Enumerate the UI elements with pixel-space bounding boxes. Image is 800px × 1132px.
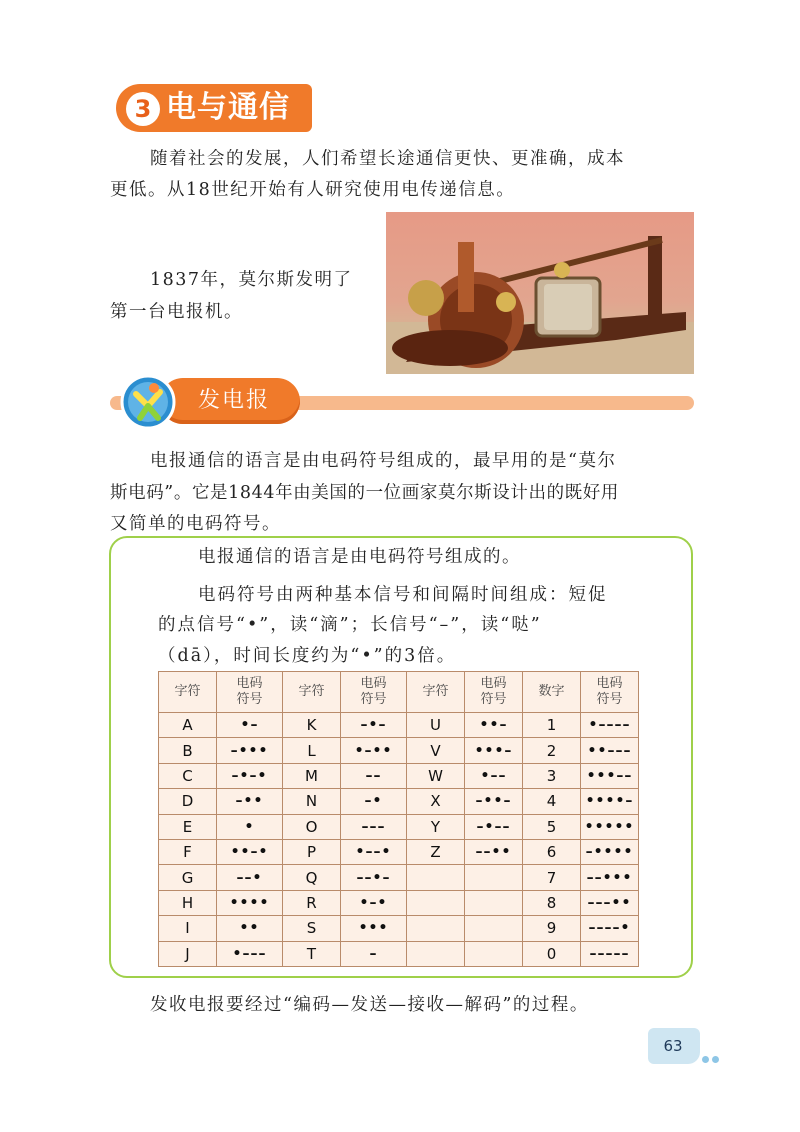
telegraph-machine-photo <box>386 212 694 374</box>
table-cell-code: •••–– <box>581 763 639 788</box>
table-cell-char: S <box>283 916 341 941</box>
table-cell-code: –– <box>341 763 407 788</box>
table-cell-char: 9 <box>523 916 581 941</box>
table-cell-code: –•–• <box>217 763 283 788</box>
table-cell-char: 4 <box>523 789 581 814</box>
table-cell-char: 6 <box>523 839 581 864</box>
table-cell-code: ––•• <box>465 839 523 864</box>
table-cell-code: •– <box>217 713 283 738</box>
box-line-3: 的点信号“•”，读“滴”；长信号“–”，读“哒” <box>158 615 542 635</box>
table-cell-char: P <box>283 839 341 864</box>
table-cell-char: C <box>159 763 217 788</box>
table-cell-code: –•••• <box>581 839 639 864</box>
table-row <box>159 814 639 839</box>
header-code: 电码 符号 <box>581 672 639 713</box>
table-cell-char: D <box>159 789 217 814</box>
lesson-title: 电与通信 <box>166 90 290 125</box>
table-cell-code: ••••– <box>581 789 639 814</box>
table-cell-char: K <box>283 713 341 738</box>
table-cell-code: •••• <box>217 890 283 915</box>
table-row <box>159 713 639 738</box>
table-row <box>159 941 639 966</box>
table-cell-code: –• <box>341 789 407 814</box>
table-cell-char: 1 <box>523 713 581 738</box>
table-cell-code: –•–– <box>465 814 523 839</box>
table-cell-code: ––•– <box>341 865 407 890</box>
table-cell-char: 3 <box>523 763 581 788</box>
table-cell-char: G <box>159 865 217 890</box>
box-line-1: 电报通信的语言是由电码符号组成的。 <box>198 547 521 567</box>
header-code: 电码 符号 <box>341 672 407 713</box>
decorative-dots-icon <box>702 1048 722 1067</box>
header-code: 电码 符号 <box>465 672 523 713</box>
intro-line-1: 随着社会的发展，人们希望长途通信更快、更准确，成本 <box>150 149 625 169</box>
table-cell-char: Y <box>407 814 465 839</box>
table-cell-code: ––••• <box>581 865 639 890</box>
table-cell-char: Z <box>407 839 465 864</box>
table-cell-code: •––– <box>217 941 283 966</box>
table-cell-char: W <box>407 763 465 788</box>
table-cell-char: V <box>407 738 465 763</box>
table-cell-code: • <box>217 814 283 839</box>
morse-code-table <box>158 671 639 967</box>
table-row <box>159 865 639 890</box>
table-cell-code <box>465 916 523 941</box>
table-cell-code: ––• <box>217 865 283 890</box>
table-cell-char: U <box>407 713 465 738</box>
table-cell-code <box>465 890 523 915</box>
table-header-row <box>159 672 639 713</box>
page-number: 63 <box>663 1037 683 1055</box>
table-cell-code: •–––– <box>581 713 639 738</box>
table-cell-code: •••– <box>465 738 523 763</box>
table-cell-char: L <box>283 738 341 763</box>
lesson-number: 3 <box>126 92 160 126</box>
table-cell-char: 0 <box>523 941 581 966</box>
table-cell-char <box>407 941 465 966</box>
table-cell-code: –•– <box>341 713 407 738</box>
table-cell-code: –•• <box>217 789 283 814</box>
table-cell-code: ––– <box>341 814 407 839</box>
table-cell-code: ––––• <box>581 916 639 941</box>
table-cell-code <box>465 941 523 966</box>
table-cell-code: •–• <box>341 890 407 915</box>
table-cell-char: I <box>159 916 217 941</box>
table-cell-char: N <box>283 789 341 814</box>
table-cell-code: – <box>341 941 407 966</box>
table-cell-code: ••––– <box>581 738 639 763</box>
table-cell-char: X <box>407 789 465 814</box>
table-cell-char: M <box>283 763 341 788</box>
table-row <box>159 789 639 814</box>
photo-caption-line-2: 第一台电报机。 <box>110 302 243 322</box>
header-char: 字符 <box>159 672 217 713</box>
table-cell-code: •––• <box>341 839 407 864</box>
header-char: 字符 <box>407 672 465 713</box>
table-cell-char: B <box>159 738 217 763</box>
table-cell-code: –••– <box>465 789 523 814</box>
table-cell-char: 8 <box>523 890 581 915</box>
table-row <box>159 839 639 864</box>
table-cell-char: 7 <box>523 865 581 890</box>
section-title: 发电报 <box>198 388 271 413</box>
table-row <box>159 738 639 763</box>
table-cell-char: Q <box>283 865 341 890</box>
table-cell-char: O <box>283 814 341 839</box>
table-cell-code: –––•• <box>581 890 639 915</box>
header-code: 电码 符号 <box>217 672 283 713</box>
table-cell-code: ••••• <box>581 814 639 839</box>
table-cell-char: R <box>283 890 341 915</box>
table-cell-char: 2 <box>523 738 581 763</box>
header-char: 字符 <box>283 672 341 713</box>
table-cell-code: –••• <box>217 738 283 763</box>
table-cell-code: •–•• <box>341 738 407 763</box>
table-cell-code: ••–• <box>217 839 283 864</box>
table-row <box>159 890 639 915</box>
telegraph-line-3: 又简单的电码符号。 <box>110 514 281 534</box>
table-cell-char: A <box>159 713 217 738</box>
table-cell-char: H <box>159 890 217 915</box>
intro-line-2: 更低。从18世纪开始有人研究使用电传递信息。 <box>110 180 516 200</box>
header-digit: 数字 <box>523 672 581 713</box>
table-cell-char: T <box>283 941 341 966</box>
table-row <box>159 763 639 788</box>
box-line-4: （dā），时间长度约为“•”的3倍。 <box>158 646 457 666</box>
closing-line: 发收电报要经过“编码—发送—接收—解码”的过程。 <box>150 995 589 1015</box>
table-cell-char: J <box>159 941 217 966</box>
table-cell-char <box>407 865 465 890</box>
table-cell-char: 5 <box>523 814 581 839</box>
table-cell-code: ••• <box>341 916 407 941</box>
box-line-2: 电码符号由两种基本信号和间隔时间组成：短促 <box>198 585 608 605</box>
table-cell-code: ––––– <box>581 941 639 966</box>
telegraph-line-1: 电报通信的语言是由电码符号组成的，最早用的是“莫尔 <box>150 451 617 471</box>
table-row <box>159 916 639 941</box>
table-cell-code: •• <box>217 916 283 941</box>
table-cell-char: F <box>159 839 217 864</box>
kid-mascot-icon <box>120 374 176 430</box>
telegraph-line-2: 斯电码”。它是1844年由美国的一位画家莫尔斯设计出的既好用 <box>110 483 619 503</box>
table-cell-code: •–– <box>465 763 523 788</box>
table-cell-char: E <box>159 814 217 839</box>
photo-caption-line-1: 1837年，莫尔斯发明了 <box>150 270 353 290</box>
table-cell-code <box>465 865 523 890</box>
table-cell-char <box>407 916 465 941</box>
table-cell-code: ••– <box>465 713 523 738</box>
table-cell-char <box>407 890 465 915</box>
